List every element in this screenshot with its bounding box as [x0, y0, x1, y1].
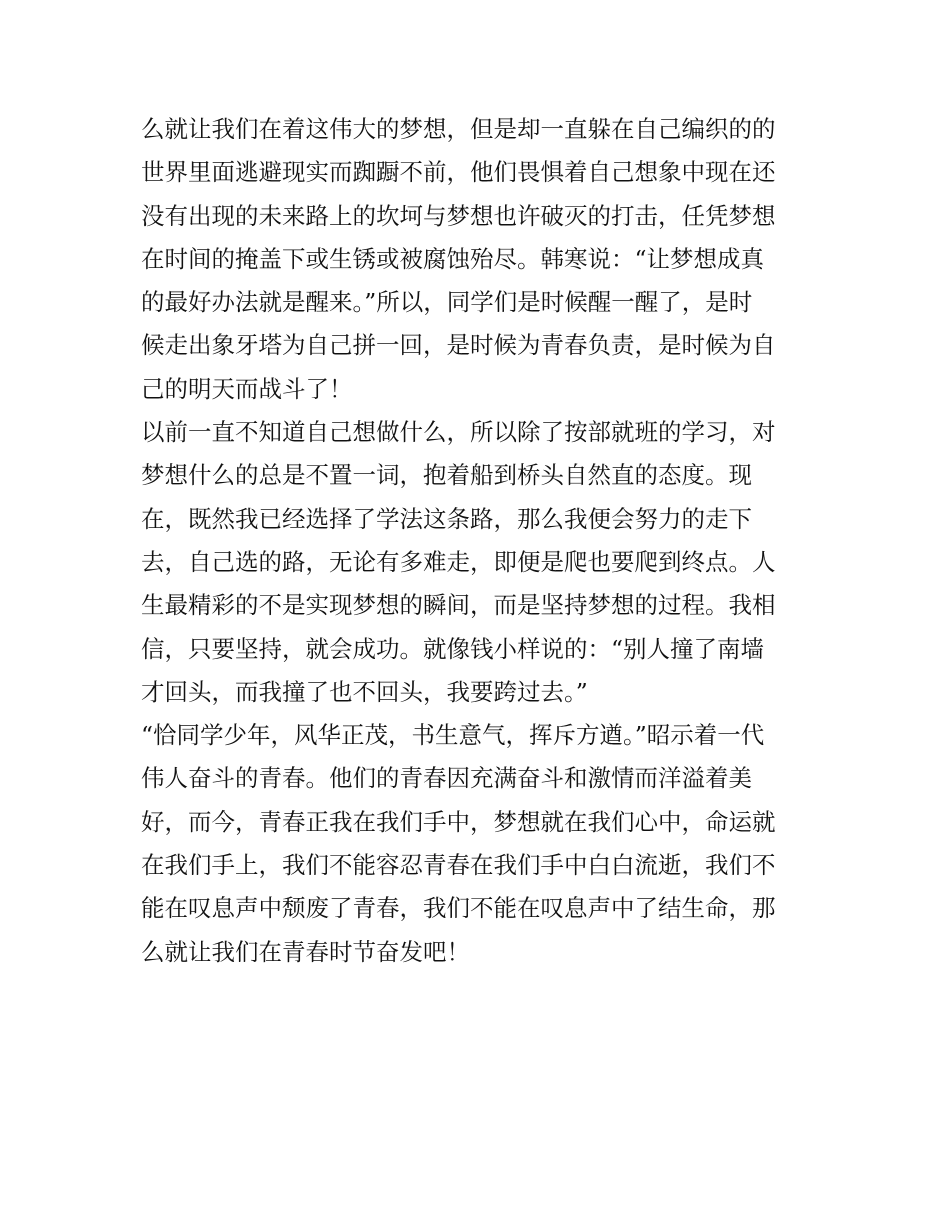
text-line-18: 在我们手上，我们不能容忍青春在我们手中白白流逝，我们不 [141, 851, 776, 880]
text-line-17: 好，而今，青春正我在我们手中，梦想就在我们心中，命运就 [141, 807, 776, 836]
text-line-12: 生最精彩的不是实现梦想的瞬间，而是坚持梦想的过程。我相 [141, 591, 776, 620]
text-line-16: 伟人奋斗的青春。他们的青春因充满奋斗和激情而洋溢着美 [141, 764, 752, 793]
body-text [141, 108, 813, 974]
text-line-9: 梦想什么的总是不置一词，抱着船到桥头自然直的态度。现 [141, 461, 752, 490]
text-line-2: 世界里面逃避现实而踟蹰不前，他们畏惧着自己想象中现在还 [141, 158, 776, 187]
text-line-1: 么就让我们在着这伟大的梦想，但是却一直躲在自己编织的的 [141, 115, 776, 143]
text-line-11: 去，自己选的路，无论有多难走，即便是爬也要爬到终点。人 [141, 547, 776, 576]
text-line-15: “恰同学少年，风华正茂，书生意气，挥斥方遒。”昭示着一代 [141, 721, 765, 750]
text-line-14: 才回头，而我撞了也不回头，我要跨过去。” [141, 677, 588, 706]
text-line-7: 己的明天而战斗了！ [141, 374, 353, 403]
text-line-8: 以前一直不知道自己想做什么，所以除了按部就班的学习，对 [141, 418, 776, 447]
text-line-19: 能在叹息声中颓废了青春，我们不能在叹息声中了结生命，那 [141, 894, 776, 923]
text-line-6: 候走出象牙塔为自己拼一回，是时候为青春负责，是时候为自 [141, 331, 776, 360]
text-line-5: 的最好办法就是醒来。”所以，同学们是时候醒一醒了，是时 [141, 288, 753, 317]
text-line-20: 么就让我们在青春时节奋发吧！ [141, 937, 470, 966]
text-line-13: 信，只要坚持，就会成功。就像钱小样说的：“别人撞了南墙 [141, 634, 765, 663]
text-line-3: 没有出现的未来路上的坎坷与梦想也许破灭的打击，任凭梦想 [141, 201, 776, 230]
text-line-4: 在时间的掩盖下或生锈或被腐蚀殆尽。韩寒说：“让梦想成真 [141, 244, 765, 273]
text-line-10: 在，既然我已经选择了学法这条路，那么我便会努力的走下 [141, 504, 752, 533]
